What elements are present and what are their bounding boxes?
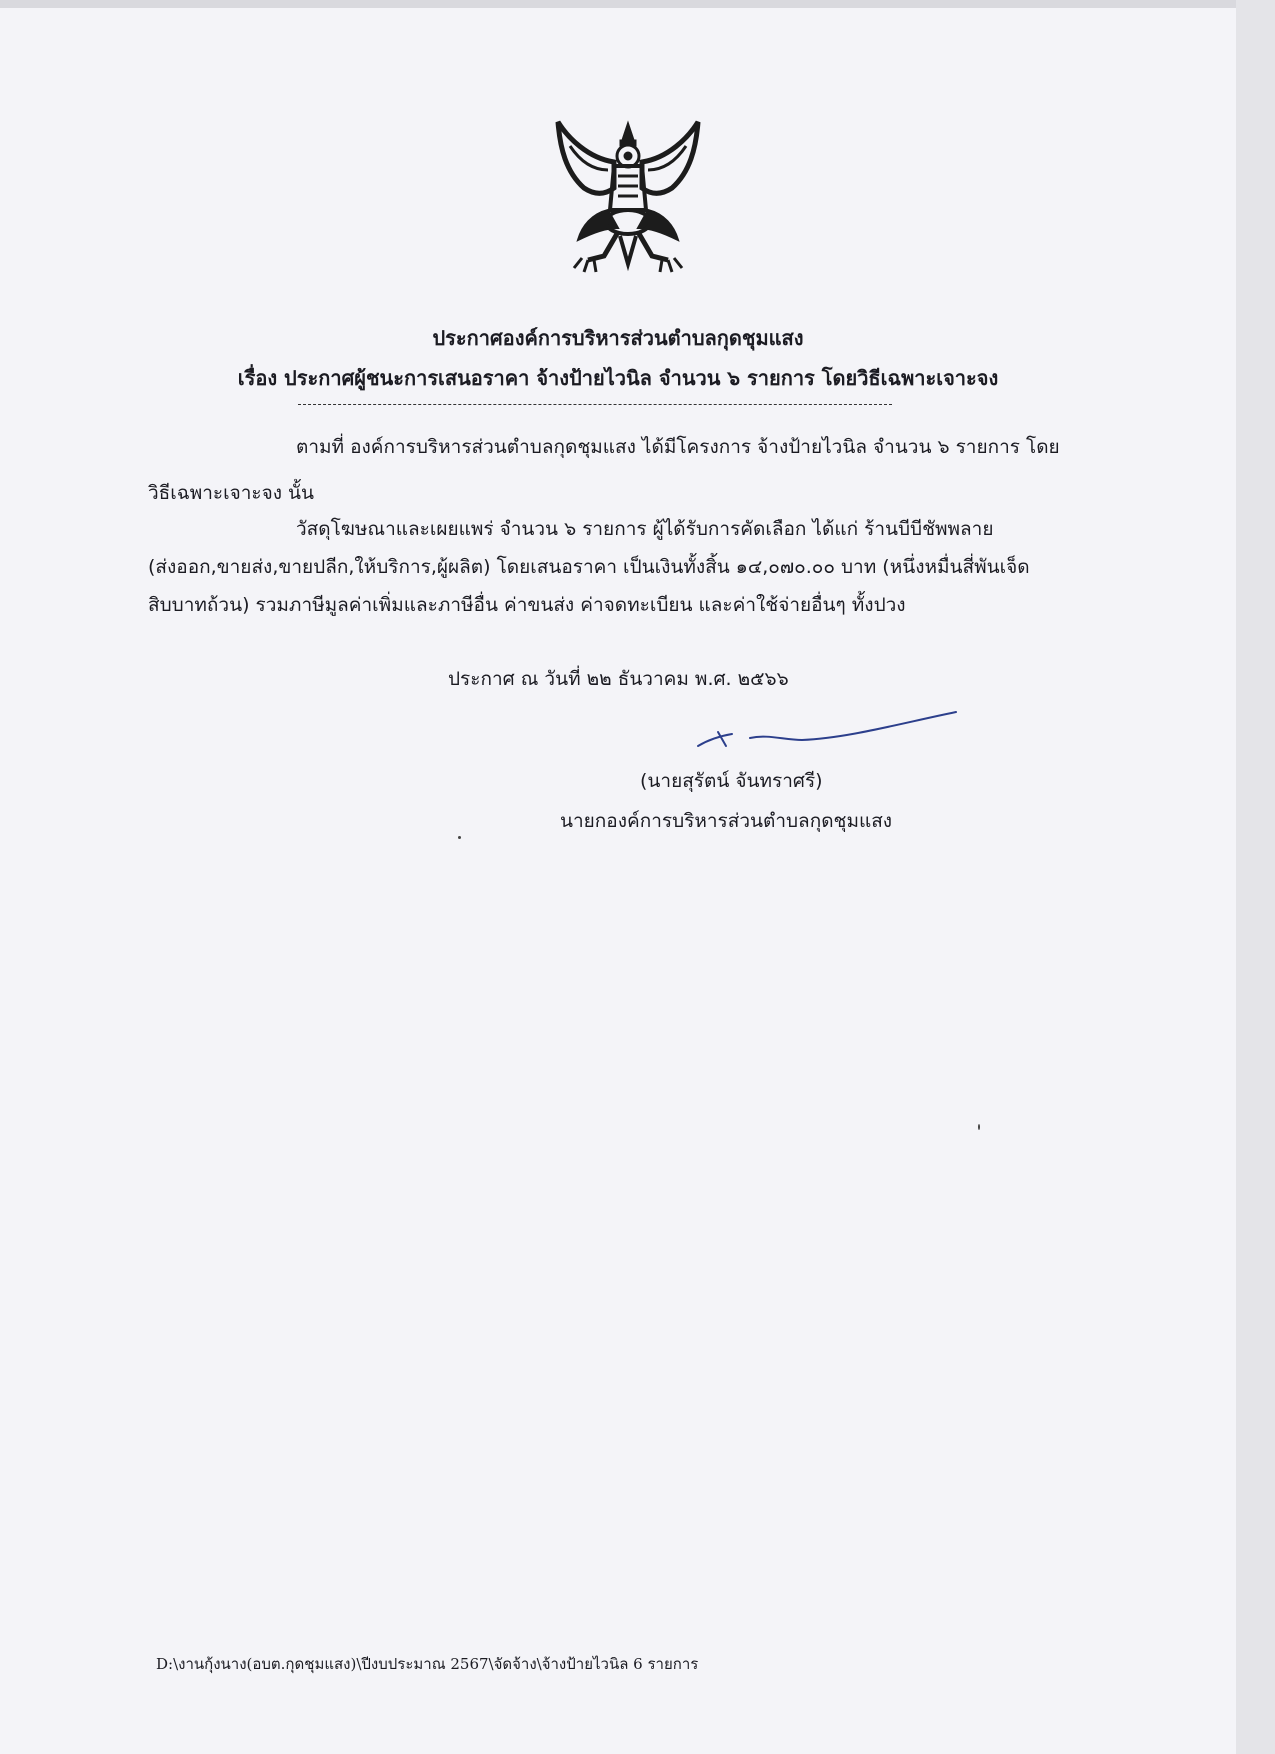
garuda-emblem-icon	[548, 118, 708, 278]
announcement-subject: เรื่อง ประกาศผู้ชนะการเสนอราคา จ้างป้ายไวนิล จำนวน ๖ รายการ โดยวิธีเฉพาะเจาะจง	[237, 366, 999, 390]
paper-speck	[978, 1124, 980, 1130]
page-edge	[1236, 0, 1275, 1754]
signatory-name: (นายสุรัตน์ จันทราศรี)	[640, 770, 823, 792]
announcement-date: ประกาศ ณ วันที่ ๒๒ ธันวาคม พ.ศ. ๒๕๖๖	[448, 668, 789, 690]
paragraph-1-line-1: ตามที่ องค์การบริหารส่วนตำบลกุดชุมแสง ได้มีโครงการ จ้างป้ายไวนิล จำนวน ๖ รายการ โดย	[296, 436, 1060, 458]
paragraph-2-line-1: วัสดุโฆษณาและเผยแพร่ จำนวน ๖ รายการ ผู้ได้รับการคัดเลือก ได้แก่ ร้านบีบีชัพพลาย	[296, 518, 994, 540]
signatory-position: นายกองค์การบริหารส่วนตำบลกุดชุมแสง	[560, 810, 893, 832]
paper-speck	[458, 836, 461, 839]
paragraph-2-line-3: สิบบาทถ้วน) รวมภาษีมูลค่าเพิ่มและภาษีอื่น ค่าขนส่ง ค่าจดทะเบียน และค่าใช้จ่ายอื่นๆ ทั้งปวง	[148, 594, 906, 616]
title-divider	[298, 404, 892, 405]
footer-file-path: D:\งานกุ้งนาง(อบต.กุดชุมแสง)\ปีงบประมาณ 2567\จัดจ้าง\จ้างป้ายไวนิล 6 รายการ	[156, 1655, 699, 1673]
paragraph-2-line-2: (ส่งออก,ขายส่ง,ขายปลีก,ให้บริการ,ผู้ผลิต) โดยเสนอราคา เป็นเงินทั้งสิ้น ๑๔,๐๗๐.๐๐ บาท (หนึ่งหมื่นสี่พันเจ็ด	[148, 556, 1030, 578]
announcement-title: ประกาศองค์การบริหารส่วนตำบลกุดชุมแสง	[432, 326, 804, 350]
paragraph-1-line-2: วิธีเฉพาะเจาะจง นั้น	[148, 482, 315, 504]
handwritten-signature	[688, 706, 958, 754]
